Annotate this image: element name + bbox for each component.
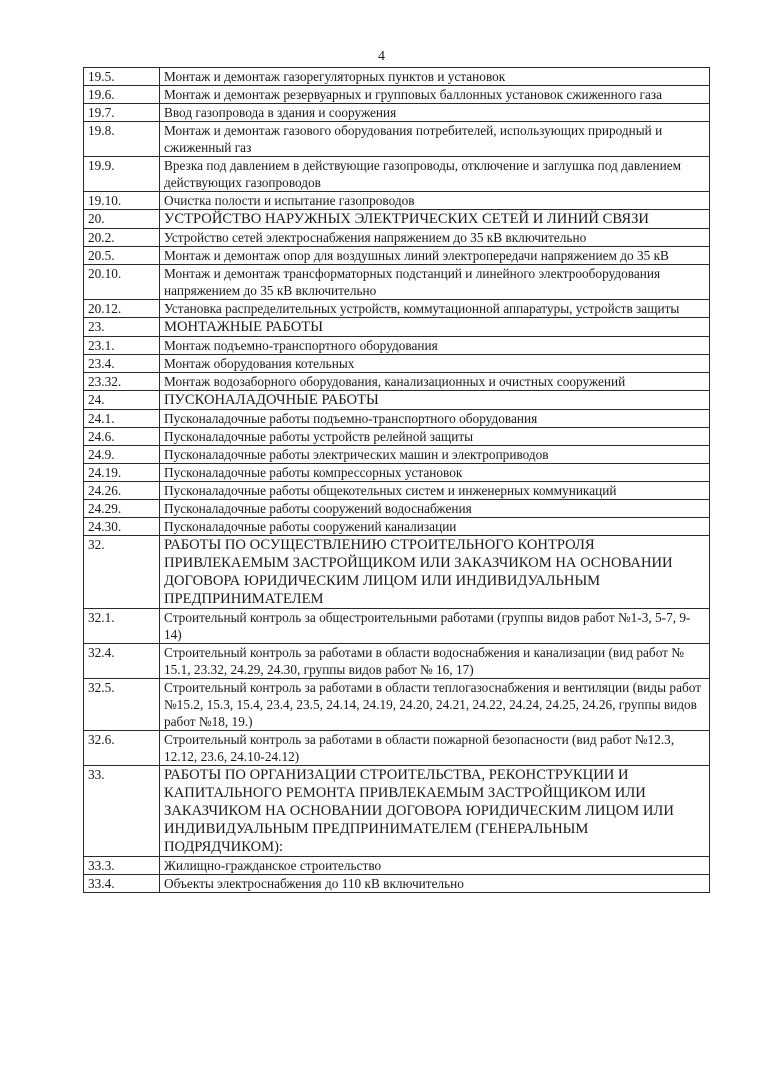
work-description: Устройство сетей электроснабжения напряжением до 35 кВ включительно <box>160 229 710 247</box>
row-number: 32. <box>84 536 160 609</box>
table-row <box>84 464 710 482</box>
row-number: 33. <box>84 766 160 857</box>
row-number: 24.26. <box>84 482 160 500</box>
work-description: Врезка под давлением в действующие газопроводы, отключение и заглушка под давлением действующих газопроводов <box>160 157 710 192</box>
section-title: УСТРОЙСТВО НАРУЖНЫХ ЭЛЕКТРИЧЕСКИХ СЕТЕЙ И ЛИНИЙ СВЯЗИ <box>160 210 710 229</box>
work-description: Ввод газопровода в здания и сооружения <box>160 104 710 122</box>
table-row <box>84 500 710 518</box>
work-description: Строительный контроль за работами в области теплогазоснабжения и вентиляции (виды работ №15.2, 15.3, 15.4, 23.4, 23.5, 24.14, 24.19, 24.20, 24.21, 24.22, 24.24, 24.25, 24.26, группы видов работ №18, 19.) <box>160 679 710 731</box>
work-description: Строительный контроль за общестроительными работами (группы видов работ №1-3, 5-7, 9-14) <box>160 609 710 644</box>
work-description: Объекты электроснабжения до 110 кВ включительно <box>160 875 710 893</box>
work-description: Установка распределительных устройств, коммутационной аппаратуры, устройств защиты <box>160 300 710 318</box>
row-number: 24.9. <box>84 446 160 464</box>
row-number: 19.9. <box>84 157 160 192</box>
section-title: РАБОТЫ ПО ОСУЩЕСТВЛЕНИЮ СТРОИТЕЛЬНОГО КОНТРОЛЯ ПРИВЛЕКАЕМЫМ ЗАСТРОЙЩИКОМ ИЛИ ЗАКАЗЧИКОМ НА ОСНОВАНИИ ДОГОВОРА ЮРИДИЧЕСКИМ ЛИЦОМ ИЛИ ИНДИВИДУАЛЬНЫМ ПРЕДПРИНИМАТЕЛЕМ <box>160 536 710 609</box>
work-description: Строительный контроль за работами в области водоснабжения и канализации (вид работ № 15.1, 23.32, 24.29, 24.30, группы видов работ № 16, 17) <box>160 644 710 679</box>
work-description: Пусконаладочные работы сооружений водоснабжения <box>160 500 710 518</box>
table-row <box>84 428 710 446</box>
row-number: 33.4. <box>84 875 160 893</box>
row-number: 20.5. <box>84 247 160 265</box>
row-number: 23.1. <box>84 337 160 355</box>
table-row <box>84 446 710 464</box>
page-number: 4 <box>378 49 385 64</box>
row-number: 19.6. <box>84 86 160 104</box>
row-number: 32.5. <box>84 679 160 731</box>
work-description: Монтаж и демонтаж трансформаторных подстанций и линейного электрооборудования напряжением до 35 кВ включительно <box>160 265 710 300</box>
table-row <box>84 337 710 355</box>
table-row <box>84 482 710 500</box>
row-number: 32.4. <box>84 644 160 679</box>
row-number: 24.19. <box>84 464 160 482</box>
table-row <box>84 679 710 731</box>
work-description: Строительный контроль за работами в области пожарной безопасности (вид работ №12.3, 12.12, 23.6, 24.10-24.12) <box>160 731 710 766</box>
row-number: 24.1. <box>84 410 160 428</box>
work-description: Монтаж и демонтаж газорегуляторных пунктов и установок <box>160 68 710 86</box>
section-row <box>84 536 710 609</box>
work-description: Пусконаладочные работы подъемно-транспортного оборудования <box>160 410 710 428</box>
table-row <box>84 609 710 644</box>
table-row <box>84 122 710 157</box>
section-title: РАБОТЫ ПО ОРГАНИЗАЦИИ СТРОИТЕЛЬСТВА, РЕКОНСТРУКЦИИ И КАПИТАЛЬНОГО РЕМОНТА ПРИВЛЕКАЕМЫМ ЗАСТРОЙЩИКОМ ИЛИ ЗАКАЗЧИКОМ НА ОСНОВАНИИ ДОГОВОРА ЮРИДИЧЕСКИМ ЛИЦОМ ИЛИ ИНДИВИДУАЛЬНЫМ ПРЕДПРИНИМАТЕЛЕМ (ГЕНЕРАЛЬНЫМ ПОДРЯДЧИКОМ): <box>160 766 710 857</box>
row-number: 33.3. <box>84 857 160 875</box>
work-description: Монтаж подъемно-транспортного оборудования <box>160 337 710 355</box>
row-number: 19.7. <box>84 104 160 122</box>
row-number: 20. <box>84 210 160 229</box>
work-description: Пусконаладочные работы компрессорных установок <box>160 464 710 482</box>
table-row <box>84 247 710 265</box>
row-number: 20.12. <box>84 300 160 318</box>
section-row <box>84 391 710 410</box>
table-row <box>84 68 710 86</box>
section-row <box>84 318 710 337</box>
table-row <box>84 875 710 893</box>
table-row <box>84 373 710 391</box>
table-row <box>84 86 710 104</box>
work-description: Жилищно-гражданское строительство <box>160 857 710 875</box>
table-row <box>84 644 710 679</box>
table-row <box>84 157 710 192</box>
table-body <box>84 68 710 893</box>
row-number: 24.29. <box>84 500 160 518</box>
table-row <box>84 300 710 318</box>
row-number: 32.6. <box>84 731 160 766</box>
section-title: МОНТАЖНЫЕ РАБОТЫ <box>160 318 710 337</box>
work-description: Пусконаладочные работы электрических машин и электроприводов <box>160 446 710 464</box>
table-row <box>84 410 710 428</box>
work-description: Монтаж и демонтаж газового оборудования потребителей, использующих природный и сжиженный газ <box>160 122 710 157</box>
row-number: 19.10. <box>84 192 160 210</box>
row-number: 32.1. <box>84 609 160 644</box>
table-row <box>84 265 710 300</box>
row-number: 23.32. <box>84 373 160 391</box>
row-number: 20.2. <box>84 229 160 247</box>
table-row <box>84 355 710 373</box>
row-number: 23.4. <box>84 355 160 373</box>
section-row <box>84 210 710 229</box>
section-title: ПУСКОНАЛАДОЧНЫЕ РАБОТЫ <box>160 391 710 410</box>
row-number: 19.5. <box>84 68 160 86</box>
table-row <box>84 104 710 122</box>
work-description: Очистка полости и испытание газопроводов <box>160 192 710 210</box>
table-row <box>84 857 710 875</box>
row-number: 20.10. <box>84 265 160 300</box>
work-description: Монтаж и демонтаж опор для воздушных линий электропередачи напряжением до 35 кВ <box>160 247 710 265</box>
work-description: Монтаж водозаборного оборудования, канализационных и очистных сооружений <box>160 373 710 391</box>
work-description: Пусконаладочные работы устройств релейной защиты <box>160 428 710 446</box>
table-row <box>84 518 710 536</box>
work-description: Пусконаладочные работы общекотельных систем и инженерных коммуникаций <box>160 482 710 500</box>
table-row <box>84 731 710 766</box>
work-types-table <box>83 67 710 893</box>
row-number: 24. <box>84 391 160 410</box>
section-row <box>84 766 710 857</box>
work-description: Пусконаладочные работы сооружений канализации <box>160 518 710 536</box>
work-description: Монтаж оборудования котельных <box>160 355 710 373</box>
row-number: 23. <box>84 318 160 337</box>
row-number: 24.30. <box>84 518 160 536</box>
table-row <box>84 229 710 247</box>
work-description: Монтаж и демонтаж резервуарных и групповых баллонных установок сжиженного газа <box>160 86 710 104</box>
row-number: 24.6. <box>84 428 160 446</box>
row-number: 19.8. <box>84 122 160 157</box>
table-row <box>84 192 710 210</box>
